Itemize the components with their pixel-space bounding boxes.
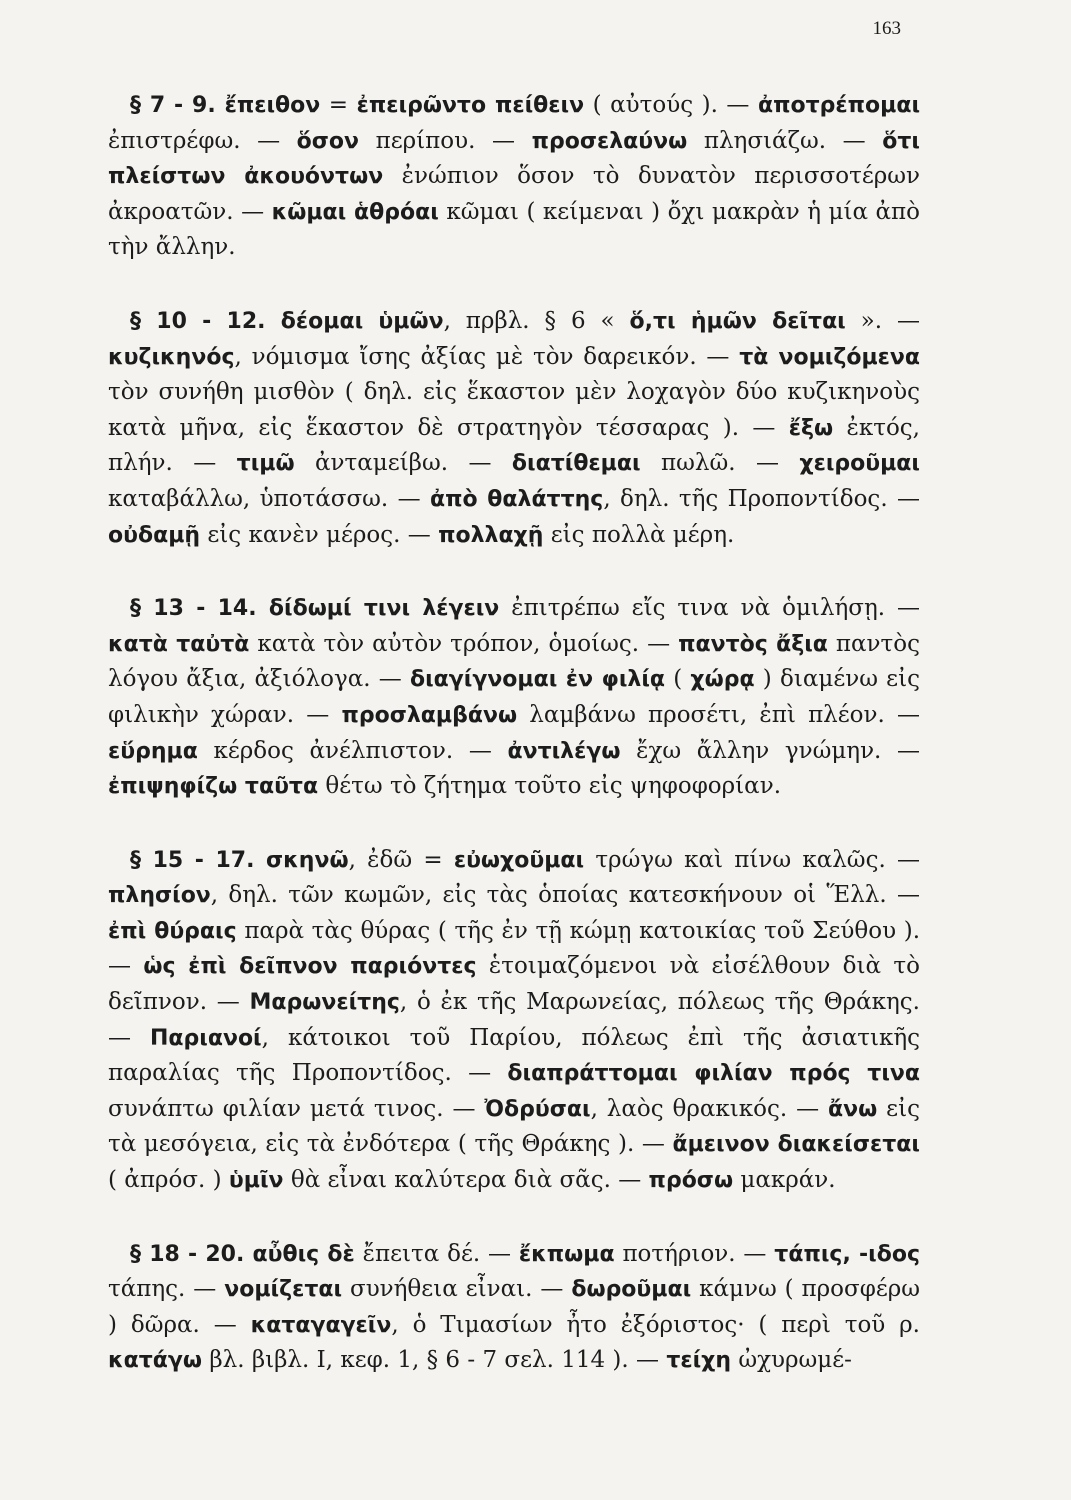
gloss-text: , ὁ Τιμασίων ἦτο ἐξόριστος· ( περὶ τοῦ ρ.: [391, 1311, 920, 1338]
lemma: πλησίον: [108, 883, 211, 909]
lemma: ἐπὶ θύραις: [108, 918, 237, 944]
paragraph: [108, 88, 920, 266]
lemma: § 13 - 14. δίδωμί τινι λέγειν: [130, 596, 500, 622]
lemma: § 18 - 20. αὖθις δὲ: [130, 1241, 355, 1267]
lemma: οὐδαμῇ: [108, 522, 201, 548]
gloss-text: , νόμισμα ἴσης ἀξίας μὲ τὸν δαρεικόν. —: [234, 343, 740, 370]
gloss-text: ἀνταμείβω. —: [294, 450, 512, 477]
page-body: [108, 88, 920, 1379]
lemma: πολλαχῇ: [438, 522, 544, 548]
lemma: τιμῶ: [236, 451, 295, 477]
lemma: ἀπὸ θαλάττης: [429, 486, 604, 512]
lemma: § 15 - 17. σκηνῶ: [130, 847, 349, 873]
gloss-text: , ὁ ἐκ τῆς Μαρωνείας, πόλεως τῆς Θράκης. —: [108, 989, 920, 1051]
gloss-text: συνάπτω φιλίαν μετά τινος. —: [108, 1095, 485, 1122]
gloss-text: , πρβλ. § 6 «: [443, 307, 630, 334]
paragraph: [108, 1237, 920, 1379]
gloss-text: ( ἀπρόσ. ): [108, 1167, 229, 1194]
lemma: ἐπιψηφίζω ταῦτα: [108, 774, 319, 800]
gloss-text: , δηλ. τῆς Προποντίδος. —: [603, 485, 920, 512]
paragraph: [108, 591, 920, 805]
gloss-text: , δηλ. τῶν κωμῶν, εἰς τὰς ὁποίας κατεσκήνουν οἱ Ἕλλ. —: [210, 882, 920, 909]
lemma: κῶμαι ἁθρόαι: [271, 199, 439, 225]
lemma: διατίθεμαι: [511, 451, 641, 477]
lemma: εὕρημα: [108, 738, 198, 764]
lemma: δωροῦμαι: [571, 1277, 692, 1303]
gloss-text: παρὰ τὰς θύρας ( τῆς ἐν τῇ κώμῃ κατοικίας τοῦ Σεύθου ). —: [108, 917, 921, 980]
lemma: Μαρωνείτης: [249, 990, 400, 1016]
lemma: χειροῦμαι: [799, 451, 920, 477]
lemma: ἔξω: [788, 415, 834, 441]
lemma: ἔκπωμα: [518, 1241, 615, 1267]
gloss-text: πλησιάζω. —: [687, 127, 883, 154]
gloss-text: , ἐδῶ =: [348, 846, 454, 873]
gloss-text: συνήθεια εἶναι. —: [342, 1276, 572, 1303]
gloss-text: ἐπιτρέπω εἴς τινα νὰ ὁμιλήσῃ. —: [499, 595, 920, 622]
lemma: ἐπειρῶντο πείθειν: [356, 93, 585, 118]
lemma: νομίζεται: [224, 1277, 343, 1303]
gloss-text: ποτήριον. —: [614, 1240, 775, 1267]
gloss-text: ἑτοιμαζόμενοι νὰ εἰσέλθουν διὰ τὸ δεῖπνον. —: [108, 953, 920, 1016]
gloss-text: τάπης. —: [108, 1276, 225, 1303]
lemma: προσλαμβάνω: [341, 702, 518, 728]
paragraph: [108, 843, 920, 1199]
lemma: § 10 - 12. δέομαι ὑμῶν: [130, 308, 444, 334]
gloss-text: , κάτοικοι τοῦ Παρίου, πόλεως ἐπὶ τῆς ἀσιατικῆς παραλίας τῆς Προποντίδος. —: [108, 1024, 921, 1087]
lemma: τάπις, -ιδος: [774, 1241, 920, 1267]
gloss-text: ὠχυρωμέ-: [731, 1347, 852, 1374]
lemma: εὐωχοῦμαι: [453, 847, 585, 873]
gloss-text: εἰς τὰ μεσόγεια, εἰς τὰ ἐνδότερα ( τῆς Θράκης ). —: [108, 1095, 920, 1158]
gloss-text: μακράν.: [733, 1167, 836, 1194]
gloss-text: ( αὐτούς ). —: [584, 92, 758, 118]
lemma: προσελαύνω: [531, 128, 688, 154]
lemma: Παριανοί: [150, 1025, 262, 1051]
gloss-text: θέτω τὸ ζήτημα τοῦτο εἰς ψηφοφορίαν.: [318, 773, 782, 800]
lemma: ὑμῖν: [228, 1168, 284, 1194]
paragraph: [108, 304, 920, 553]
gloss-text: κάμνω ( προσφέρω ) δῶρα. —: [108, 1276, 921, 1338]
lemma: ὡς ἐπὶ δεῖπνον παριόντες: [143, 954, 477, 980]
gloss-text: ἔπειτα δέ. —: [354, 1240, 519, 1267]
gloss-text: τὸν συνήθη μισθὸν ( δηλ. εἰς ἕκαστον μὲν λοχαγὸν δύο κυζικηνοὺς κατὰ μῆνα, εἰς ἕκαστον δὲ στρατηγὸν τέσσαρας ). —: [108, 379, 920, 441]
gloss-text: , λαὸς θρακικός. —: [590, 1095, 829, 1122]
lemma: καταγαγεῖν: [250, 1312, 392, 1338]
lemma: κυζικηνός: [108, 344, 235, 370]
gloss-text: εἰς κανὲν μέρος. —: [200, 521, 439, 548]
gloss-text: κῶμαι ( κείμεναι ) ὄχι μακρὰν ἡ μία ἀπὸ τὴν ἄλλην.: [108, 198, 921, 261]
lemma: κατάγω: [108, 1348, 203, 1374]
lemma: § 7 - 9. ἔπειθον: [130, 93, 321, 118]
gloss-text: λαμβάνω προσέτι, ἐπὶ πλέον. —: [517, 701, 921, 728]
lemma: χώρᾳ: [690, 667, 755, 693]
gloss-text: βλ. βιβλ. Ι, κεφ. 1, § 6 - 7 σελ. 114 ). —: [202, 1347, 667, 1374]
gloss-text: ἐκτός, πλήν. —: [108, 414, 920, 477]
gloss-text: πωλῶ. —: [640, 450, 800, 477]
lemma: ἄμεινον διακείσεται: [672, 1132, 920, 1158]
lemma: ἀποτρέπομαι: [757, 93, 921, 118]
lemma: τείχη: [666, 1348, 732, 1374]
gloss-text: ἐπιστρέφω. —: [108, 127, 297, 154]
gloss-text: καταβάλλω, ὑποτάσσω. —: [108, 485, 430, 512]
gloss-text: ἔχω ἄλλην γνώμην. —: [620, 737, 920, 764]
lemma: ἀντιλέγω: [507, 738, 621, 764]
gloss-text: =: [320, 92, 357, 118]
lemma: Ὀδρύσαι: [484, 1096, 591, 1122]
gloss-text: παντὸς λόγου ἄξια, ἀξιόλογα. —: [108, 630, 920, 693]
lemma: τὰ νομιζόμενα: [739, 344, 920, 370]
lemma: ὅ,τι ἡμῶν δεῖται: [629, 308, 846, 334]
lemma: διαπράττομαι φιλίαν πρός τινα: [507, 1061, 920, 1087]
gloss-text: ) διαμένω εἰς φιλικὴν χώραν. —: [108, 666, 920, 728]
gloss-text: περίπου. —: [359, 127, 532, 154]
gloss-text: εἰς πολλὰ μέρη.: [543, 521, 735, 548]
gloss-text: ». —: [845, 307, 920, 334]
lemma: ὅτι πλείστων ἀκουόντων: [108, 128, 920, 190]
gloss-text: θὰ εἶναι καλύτερα διὰ σᾶς. —: [283, 1167, 649, 1194]
lemma: πρόσω: [648, 1168, 734, 1194]
lemma: παντὸς ἄξια: [678, 631, 828, 657]
gloss-text: τρώγω καὶ πίνω καλῶς. —: [584, 846, 920, 873]
lemma: διαγίγνομαι ἐν φιλίᾳ: [409, 667, 666, 693]
gloss-text: (: [665, 666, 691, 693]
lemma: ὅσον: [296, 128, 360, 154]
gloss-text: ἐνώπιον ὅσον τὸ δυνατὸν περισσοτέρων ἀκροατῶν. —: [108, 163, 920, 225]
lemma: ἄνω: [828, 1096, 878, 1122]
gloss-text: κατὰ τὸν αὐτὸν τρόπον, ὁμοίως. —: [249, 630, 679, 657]
page-number: 163: [872, 18, 901, 39]
lemma: κατὰ ταὐτὰ: [108, 631, 250, 657]
gloss-text: κέρδος ἀνέλπιστον. —: [197, 737, 508, 764]
